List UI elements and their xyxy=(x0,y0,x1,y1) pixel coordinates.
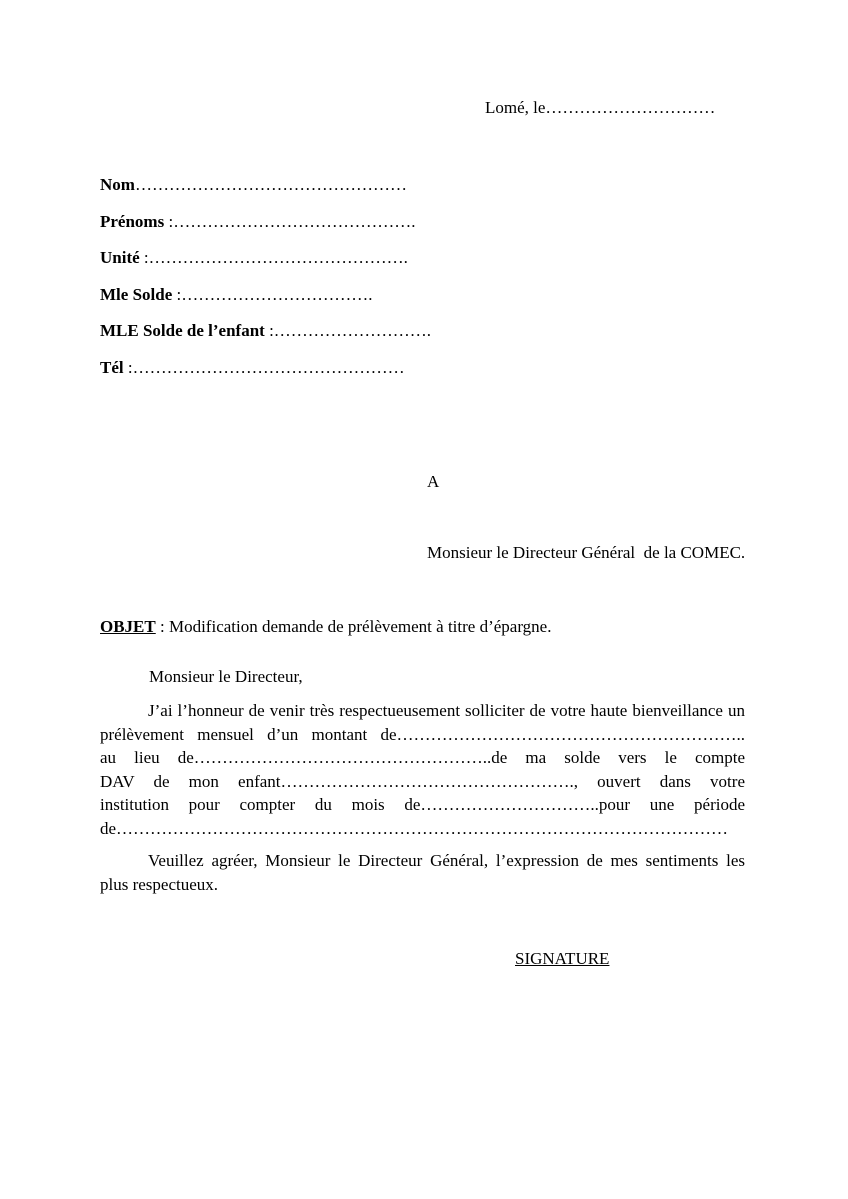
field-dots-nom: ………………………………………… xyxy=(134,175,407,194)
signature-label: SIGNATURE xyxy=(515,949,610,968)
field-label-unite: Unité xyxy=(100,248,140,267)
closing-line: Veuillez agréer, Monsieur le Directeur Général, l’expression de mes sentiments les xyxy=(148,851,745,870)
closing-paragraph xyxy=(100,849,745,896)
field-row-mle-solde xyxy=(100,282,431,308)
field-dots-unite: :………………………………………. xyxy=(139,248,408,267)
sender-fields-block xyxy=(100,172,431,391)
field-row-mle-solde-enfant xyxy=(100,318,431,344)
field-row-tel xyxy=(100,355,431,381)
field-label-prenoms: Prénoms xyxy=(100,211,165,231)
recipient-line: Monsieur le Directeur Général de la COMEC. xyxy=(427,543,746,562)
body-line: de……………………………………………………………………………………………… xyxy=(100,818,729,838)
field-dots-prenoms: :……………………………………. xyxy=(164,211,416,231)
field-dots-mle-solde: :……………………………. xyxy=(172,284,373,304)
objet-line xyxy=(100,614,551,640)
field-label-tel: Tél xyxy=(100,357,124,377)
field-label-mle-solde-enfant: MLE Solde de l’enfant xyxy=(100,321,265,340)
field-label-mle-solde: Mle Solde xyxy=(100,284,173,304)
body-paragraph xyxy=(100,699,745,840)
field-row-nom xyxy=(100,172,431,198)
field-dots-tel: :………………………………………… xyxy=(123,357,405,377)
field-label-nom: Nom xyxy=(100,175,135,194)
body-line: institution pour compter du mois de…………………………..pour une période xyxy=(100,795,745,814)
body-line: au lieu de……………………………………………..de ma solde vers le compte xyxy=(100,748,745,767)
objet-label: OBJET xyxy=(100,617,156,636)
field-row-unite xyxy=(100,245,431,271)
objet-text: : Modification demande de prélèvement à titre d’épargne. xyxy=(155,617,552,636)
field-row-prenoms xyxy=(100,209,431,235)
field-dots-mle-solde-enfant: :………………………. xyxy=(264,321,432,340)
addressee-marker: A xyxy=(427,472,440,491)
salutation-line: Monsieur le Directeur, xyxy=(149,667,303,686)
body-line: DAV de mon enfant……………………………………………., ouvert dans votre xyxy=(100,771,745,791)
date-line: Lomé, le………………………… xyxy=(485,98,716,117)
closing-line: plus respectueux. xyxy=(100,874,219,894)
body-line: prélèvement mensuel d’un montant de…………………………………………………….. xyxy=(100,724,745,744)
body-line: J’ai l’honneur de venir très respectueusement solliciter de votre haute bienveillance un xyxy=(148,701,745,720)
